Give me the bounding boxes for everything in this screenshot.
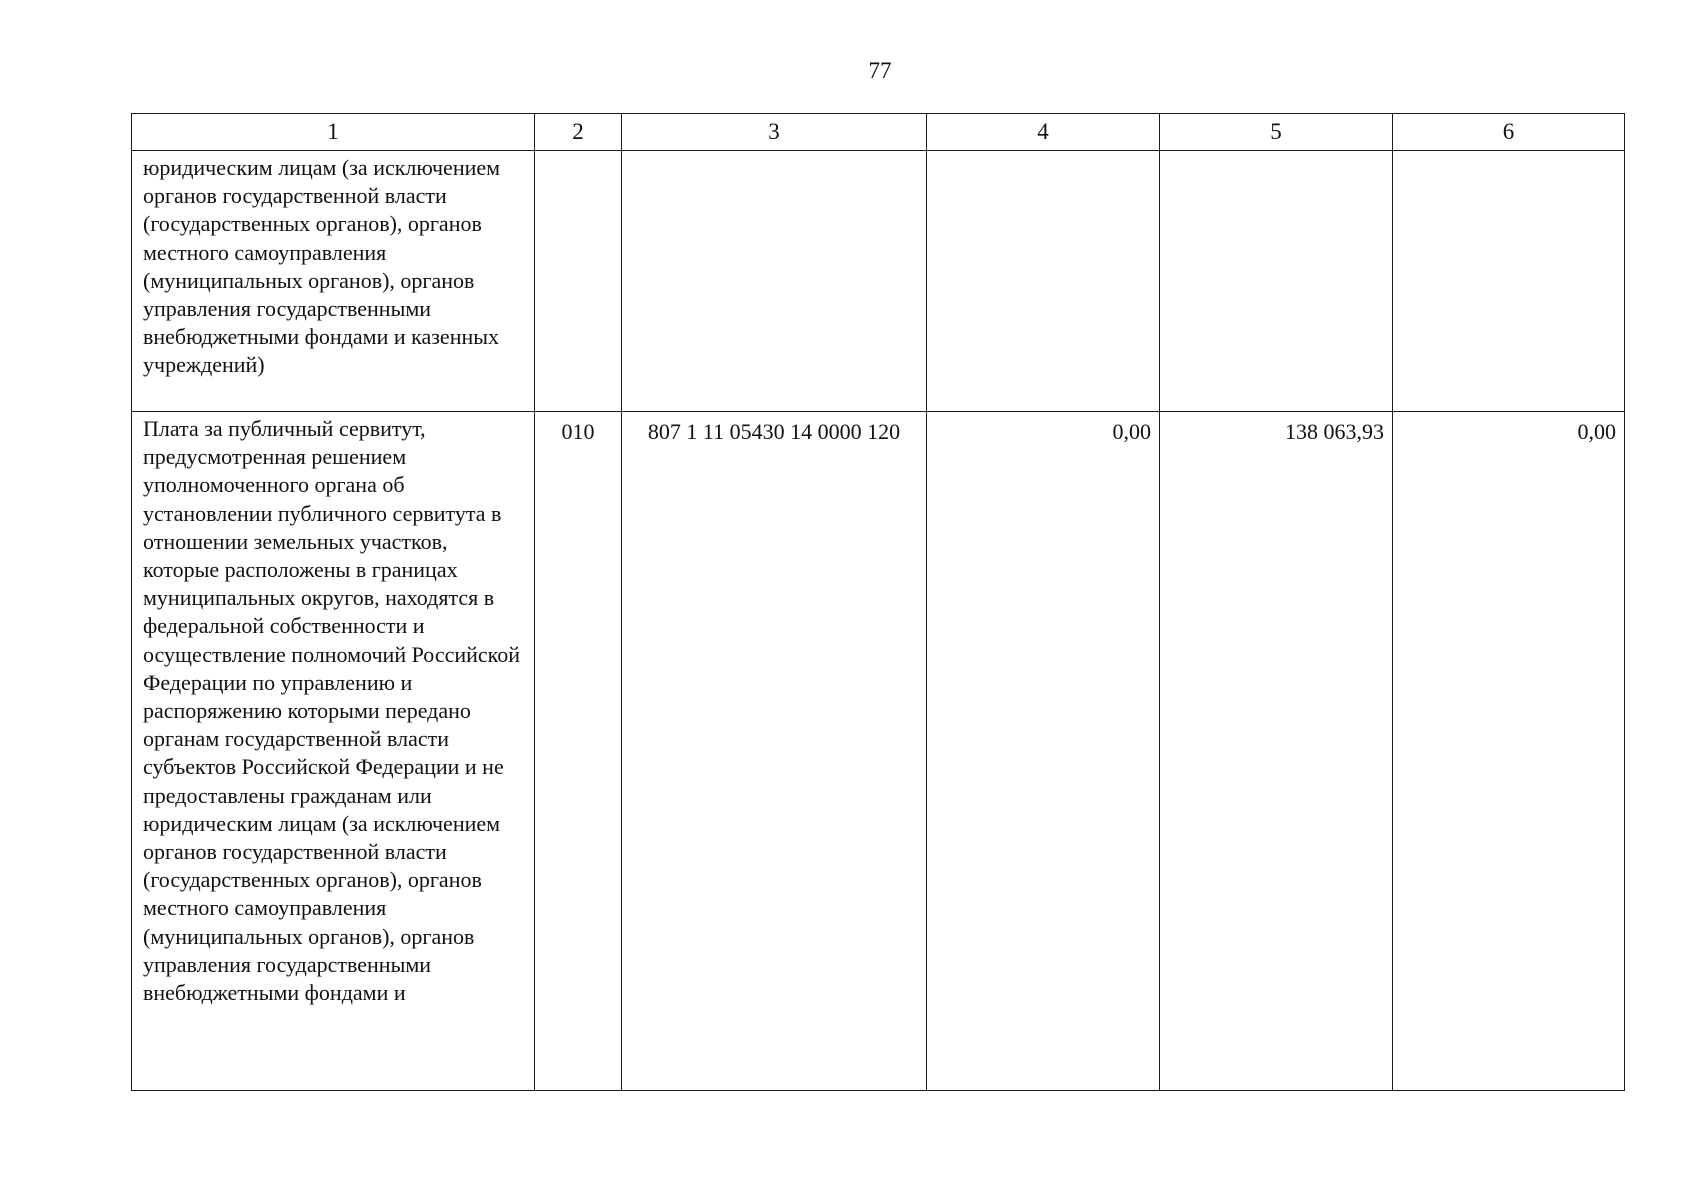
header-col-2: 2 xyxy=(535,114,622,151)
header-col-5: 5 xyxy=(1160,114,1393,151)
header-col-3: 3 xyxy=(622,114,927,151)
page-number: 77 xyxy=(868,58,892,83)
col4-value-cell xyxy=(927,151,1160,412)
budget-table xyxy=(131,113,1625,1091)
line-code-cell xyxy=(535,151,622,412)
header-col-4: 4 xyxy=(927,114,1160,151)
col4-value-cell: 0,00 xyxy=(927,412,1160,1091)
col6-value-cell: 0,00 xyxy=(1393,412,1625,1091)
revenue-name-cell: Плата за публичный сервитут, предусмотренная решением уполномоченного органа об установлении публичного сервитута в отношении земельных участков, которые расположены в границах муниципальных округов, находятся в федеральной собственности и осуществление полномочий Российской Федерации по управлению и распоряжению которыми передано органам государственной власти субъектов Российской Федерации и не предоставлены гражданам или юридическим лицам (за исключением органов государственной власти (государственных органов), органов местного самоуправления (муниципальных органов), органов управления государственными внебюджетными фондами и xyxy=(132,412,535,1091)
header-col-1: 1 xyxy=(132,114,535,151)
col6-value-cell xyxy=(1393,151,1625,412)
table-row xyxy=(132,412,1625,1091)
line-code-cell: 010 xyxy=(535,412,622,1091)
col5-value-cell: 138 063,93 xyxy=(1160,412,1393,1091)
table-header-row xyxy=(132,114,1625,151)
budget-code-cell: 807 1 11 05430 14 0000 120 xyxy=(622,412,927,1091)
revenue-name-cell: юридическим лицам (за исключением органов государственной власти (государственных органов), органов местного самоуправления (муниципальных органов), органов управления государственными внебюджетными фондами и казенных учреждений) xyxy=(132,151,535,412)
budget-code-cell xyxy=(622,151,927,412)
table-row xyxy=(132,151,1625,412)
col5-value-cell xyxy=(1160,151,1393,412)
header-col-6: 6 xyxy=(1393,114,1625,151)
